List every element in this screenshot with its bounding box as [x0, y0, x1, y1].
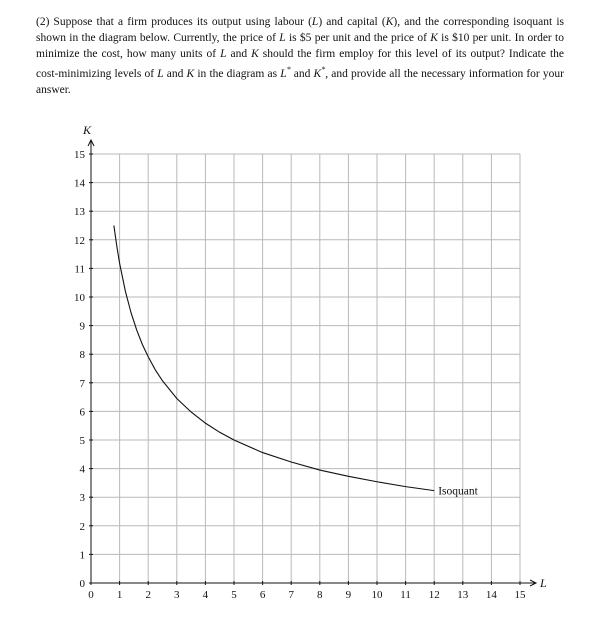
math-variable: L: [311, 16, 319, 28]
question-fragment: and: [226, 48, 252, 60]
y-tick-label: 2: [79, 520, 85, 533]
y-tick-label: 1: [79, 549, 85, 562]
x-tick-label: 12: [428, 589, 440, 601]
x-tick-label: 13: [457, 589, 469, 601]
x-tick-label: 15: [514, 589, 526, 601]
chart-series: [114, 226, 479, 498]
y-tick-label: 8: [79, 349, 85, 362]
question-fragment: should the firm employ for this level of its output? Indicate the cost-minimizing levels of: [36, 48, 564, 80]
math-variable: L: [279, 32, 286, 44]
math-variable: K: [186, 67, 195, 80]
math-variable: K: [385, 16, 394, 28]
question-fragment: and: [163, 67, 187, 80]
chart-grid: [91, 154, 520, 583]
question-fragment: is $10 per unit. In order to minimize the cost, how many units of: [36, 32, 564, 60]
x-tick-label: 4: [202, 589, 209, 601]
math-variable: K*: [313, 65, 326, 80]
x-tick-label: 11: [400, 589, 411, 601]
question-number: (2): [36, 16, 50, 28]
math-variable: L: [220, 48, 227, 60]
chart-tick-labels: [74, 149, 526, 601]
x-tick-label: 0: [88, 589, 94, 601]
x-tick-label: 14: [485, 589, 497, 601]
math-variable: K: [430, 32, 438, 44]
question-fragment: ), and the corresponding isoquant is shown in the diagram below. Currently, the price of: [36, 16, 564, 44]
math-variable: L*: [280, 65, 291, 80]
y-tick-label: 5: [79, 435, 85, 447]
chart-axes: [88, 140, 536, 586]
x-tick-label: 5: [231, 589, 237, 601]
y-tick-label: 12: [74, 234, 85, 247]
y-axis-label: K: [82, 123, 92, 137]
question-fragment: in the diagram as: [194, 67, 281, 80]
y-tick-label: 15: [74, 149, 85, 161]
question-fragment: and: [290, 67, 314, 80]
y-tick-label: 6: [79, 406, 85, 419]
x-tick-label: 1: [116, 589, 123, 601]
isoquant-line: [114, 226, 434, 491]
math-variable: L: [157, 67, 164, 80]
y-tick-label: 14: [74, 177, 85, 190]
x-tick-label: 9: [345, 589, 352, 601]
question-fragment: Suppose that a firm produces its output using labour (: [53, 16, 312, 28]
y-tick-label: 7: [79, 377, 85, 390]
y-tick-label: 0: [79, 578, 85, 590]
isoquant-label: Isoquant: [438, 485, 478, 498]
y-tick-label: 11: [74, 263, 85, 276]
y-tick-label: 13: [74, 206, 85, 219]
y-tick-label: 3: [79, 492, 85, 505]
x-axis-label: L: [540, 576, 547, 590]
question-fragment: ) and capital (: [318, 16, 386, 28]
question-fragment: is $5 per unit and the price of: [285, 32, 431, 44]
question-fragment: , and provide all the necessary information for your answer.: [36, 67, 564, 96]
x-tick-label: 3: [174, 589, 180, 601]
x-tick-label: 8: [317, 589, 323, 601]
x-tick-label: 2: [145, 589, 151, 601]
y-tick-label: 4: [79, 463, 85, 476]
x-tick-label: 6: [259, 589, 266, 601]
y-tick-label: 9: [79, 320, 85, 333]
math-variable: K: [251, 48, 259, 60]
x-tick-label: 10: [371, 589, 383, 601]
x-tick-label: 7: [288, 589, 294, 601]
y-tick-label: 10: [74, 292, 85, 304]
